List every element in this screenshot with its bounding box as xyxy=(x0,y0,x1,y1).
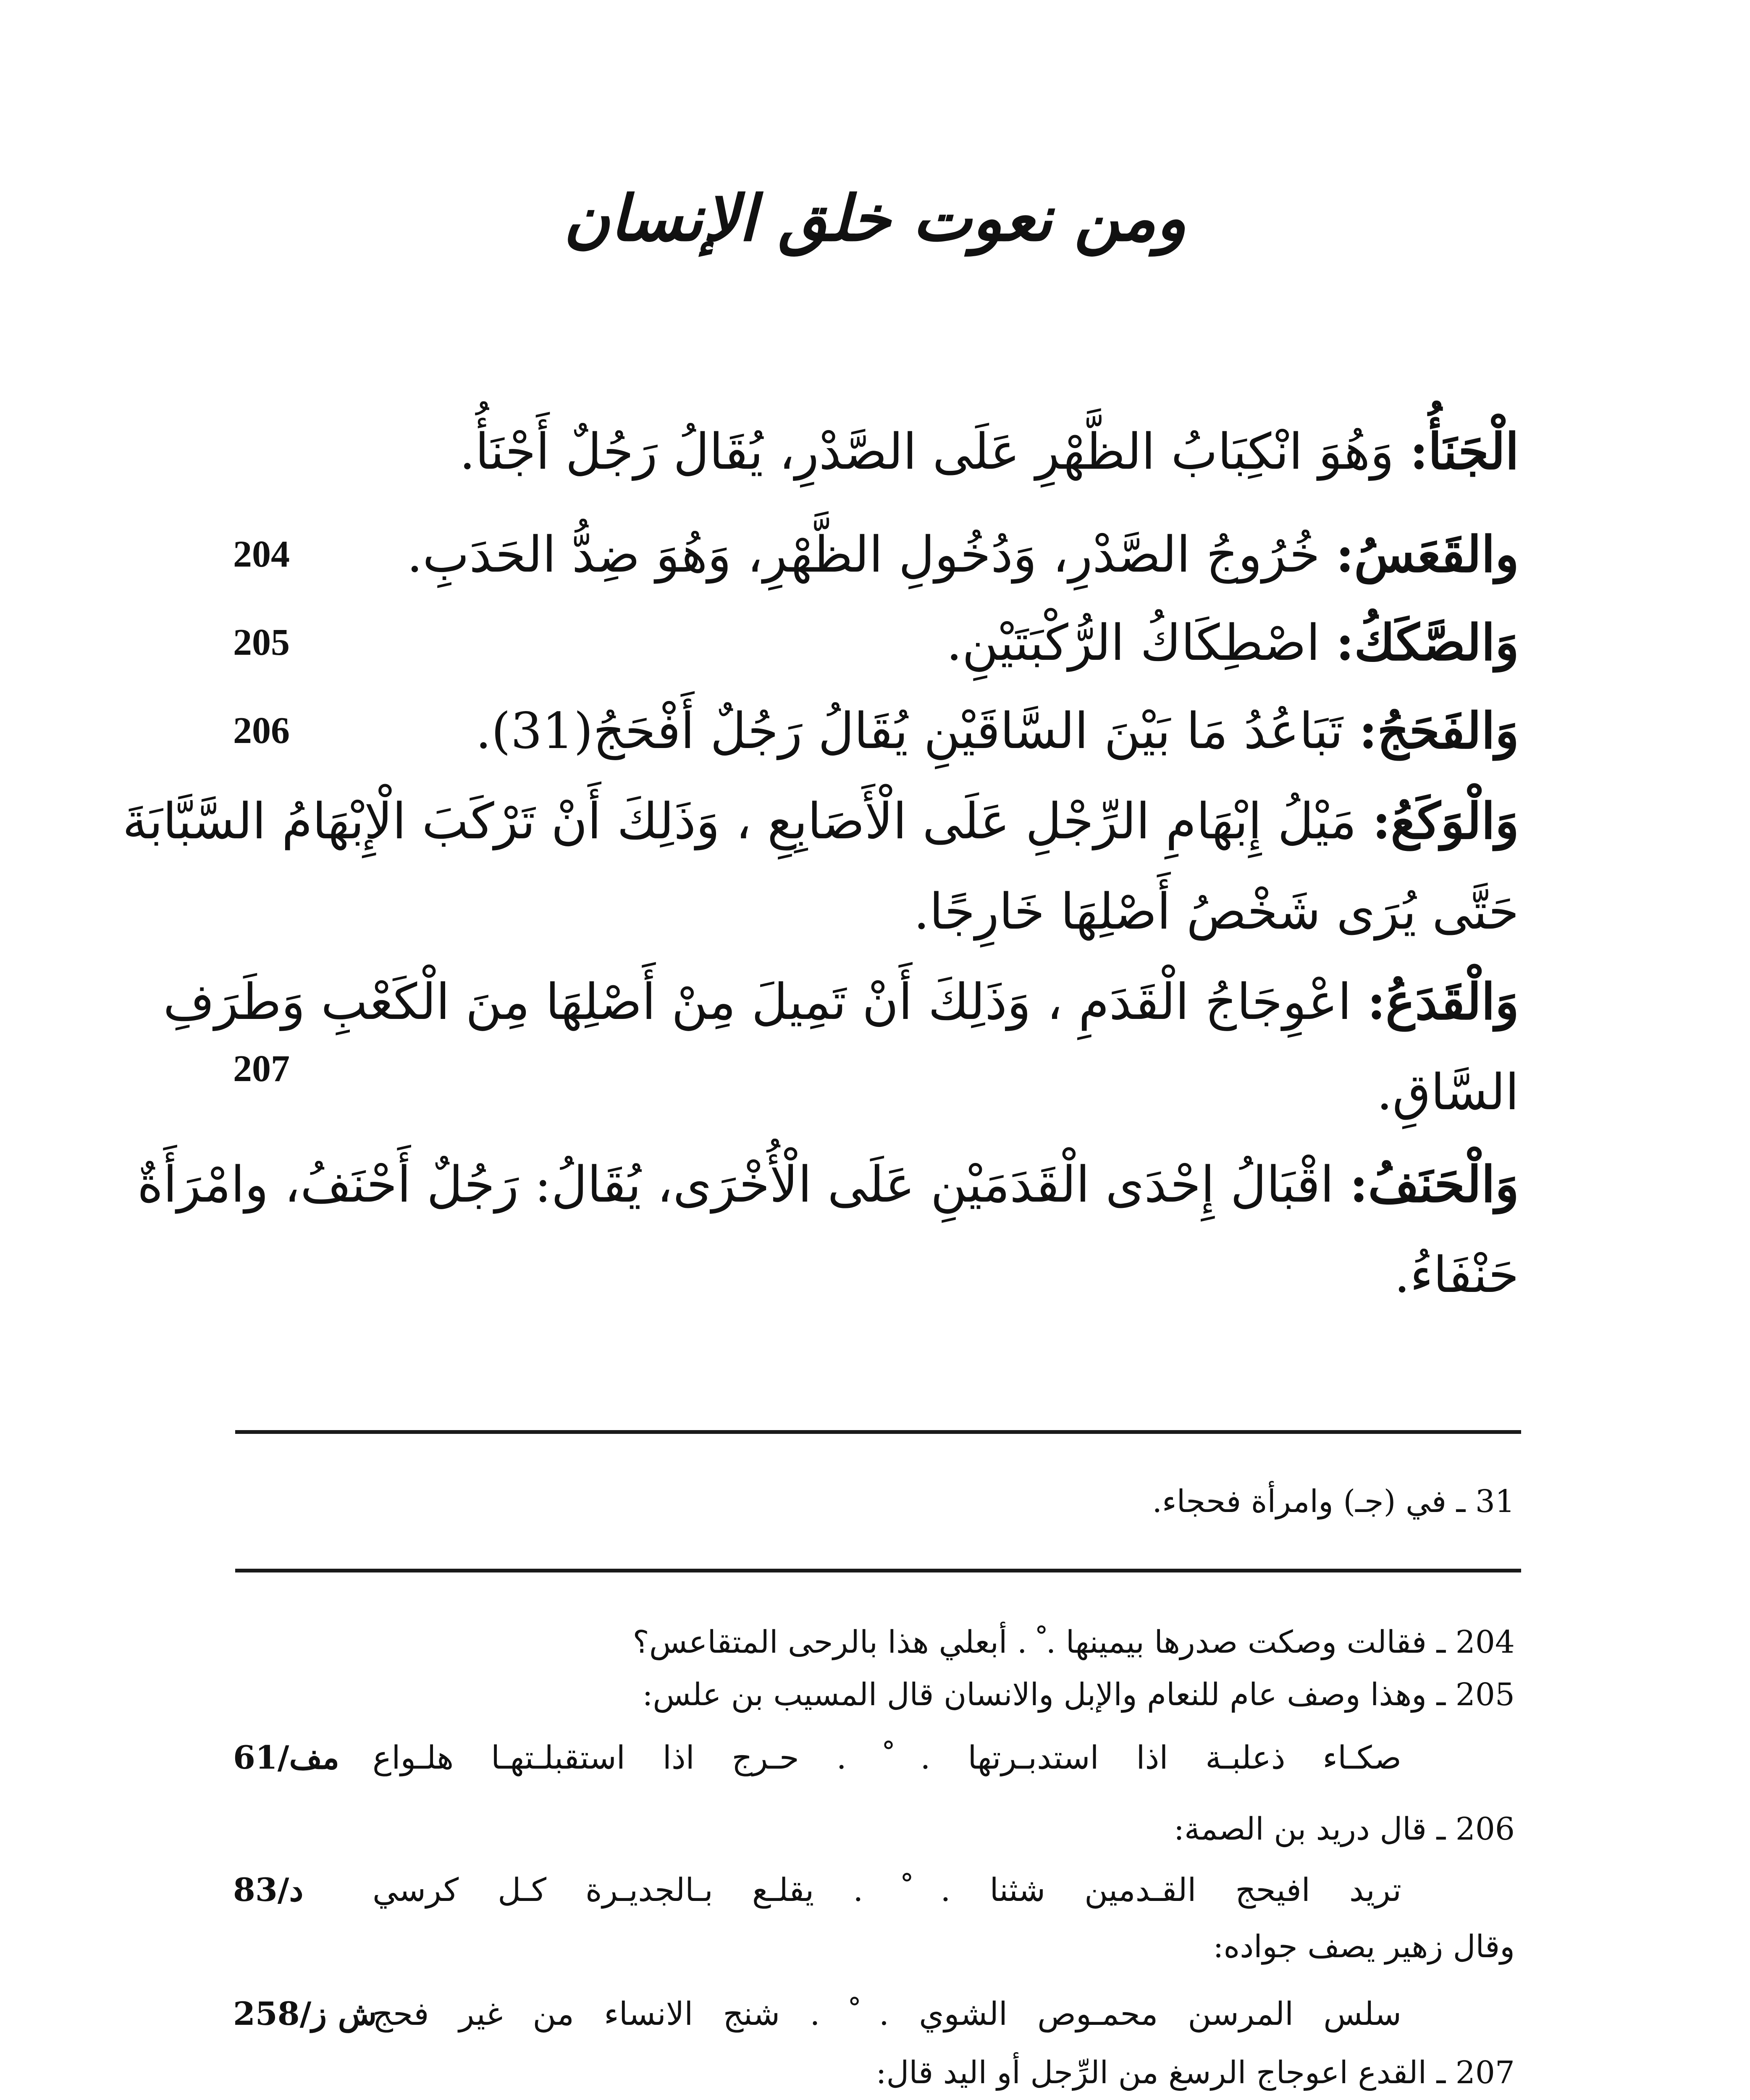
margin-note-number: 205 xyxy=(233,622,290,663)
entry-text: مَيْلُ إِبْهَامِ الرِّجْلِ عَلَى الْأَصَابِعِ ، وَذَلِكَ أَنْ تَرْكَبَ الْإِبْهَامُ السَّبَّابَةَ xyxy=(122,792,1372,850)
entry-term: الْجَنَأُ: xyxy=(1409,422,1519,480)
entry-line xyxy=(238,1243,1519,1306)
entry-term: وَالْحَنَفُ: xyxy=(1349,1155,1519,1213)
commentary-divider xyxy=(235,1569,1521,1572)
entry-line xyxy=(238,611,1519,674)
margin-note-number: 207 xyxy=(233,1048,290,1089)
entry-term: وَالصَّكَكُ: xyxy=(1335,613,1519,672)
entry-line xyxy=(122,790,1519,853)
commentary-line: 207 ـ القدع اعوجاج الرسغ من الرِّجل أو اليد قال: xyxy=(876,2055,1515,2091)
entry-term: وَالْقَدَعُ: xyxy=(1367,972,1519,1031)
entry-line xyxy=(163,970,1519,1033)
entry-line xyxy=(238,1060,1519,1124)
entry-term: وَالفَحَجُ: xyxy=(1359,701,1519,760)
source-reference: ش ز/258 xyxy=(233,1995,377,2032)
entry-term: والقَعَسُ: xyxy=(1335,525,1519,583)
entry-text: حَتَّى يُرَى شَخْصُ أَصْلِهَا خَارِجًا. xyxy=(913,882,1519,940)
footnote-divider xyxy=(235,1430,1521,1434)
margin-note-number: 206 xyxy=(233,710,290,751)
section-heading: ومن نعوت خلق الإنسان xyxy=(564,181,1186,255)
commentary-line: وقال زهير يصف جواده: xyxy=(1213,1929,1515,1965)
entry-line xyxy=(238,880,1519,943)
entry-text: اعْوِجَاجُ الْقَدَمِ ، وَذَلِكَ أَنْ تَمِيلَ مِنْ أَصْلِهَا مِنَ الْكَعْبِ وَطَرَفِ xyxy=(163,973,1367,1031)
entry-text: خُرُوجُ الصَّدْرِ، وَدُخُولِ الظَّهْرِ، وَهُوَ ضِدُّ الحَدَبِ. xyxy=(407,525,1336,583)
entry-text: وَهُوَ انْكِبَابُ الظَّهْرِ عَلَى الصَّدْرِ، يُقَالُ رَجُلٌ أَجْنَأُ. xyxy=(459,423,1410,480)
entry-text: تَبَاعُدُ مَا بَيْنَ السَّاقَيْنِ يُقَالُ رَجُلٌ أَفْحَجُ(31). xyxy=(475,702,1359,760)
entry-text: حَنْفَاءُ. xyxy=(1394,1246,1519,1304)
entry-line xyxy=(238,420,1519,483)
commentary-line: 204 ـ فقالت وصكت صدرها بيمينها . ْ . أبعلي هذا بالرحى المتقاعس؟ xyxy=(632,1624,1515,1660)
commentary-line: 206 ـ قال دريد بن الصمة: xyxy=(1174,1811,1515,1847)
entry-text: اصْطِكَاكُ الرُّكْبَتَيْنِ. xyxy=(946,614,1336,672)
margin-note-number: 204 xyxy=(233,533,290,575)
entry-line xyxy=(137,1153,1519,1216)
entry-term: وَالْوَكَعُ: xyxy=(1372,792,1519,850)
entry-line xyxy=(238,523,1519,586)
entry-text: السَّاقِ. xyxy=(1376,1063,1519,1121)
entry-text: اقْبَالُ إِحْدَى الْقَدَمَيْنِ عَلَى الْأُخْرَى، يُقَالُ: رَجُلٌ أَحْنَفُ، وامْرَأَةٌ xyxy=(137,1155,1350,1213)
verse-line: صكـاء ذعلبـة اذا استدبـرتها . ْ . حـرج اذا استقبلـتهـا هلـواع xyxy=(373,1739,1402,1776)
verse-line: سلس المرسن محمـوص الشوي . ْ . شنج الانساء من غير فحج xyxy=(373,1995,1401,2032)
commentary-line: 205 ـ وهذا وصف عام للنعام والإبل والانسان قال المسيب بن علس: xyxy=(642,1677,1515,1713)
footnote: 31 ـ في (جـ) وامرأة فحجاء. xyxy=(1152,1483,1515,1520)
source-reference: د/83 xyxy=(233,1871,304,1908)
entry-line xyxy=(238,699,1519,762)
source-reference: مف/61 xyxy=(233,1739,339,1776)
verse-line: تريد افيحج القـدمين شثنا . ْ . يقلـع بـالجديـرة كـل كرسي xyxy=(373,1871,1401,1908)
